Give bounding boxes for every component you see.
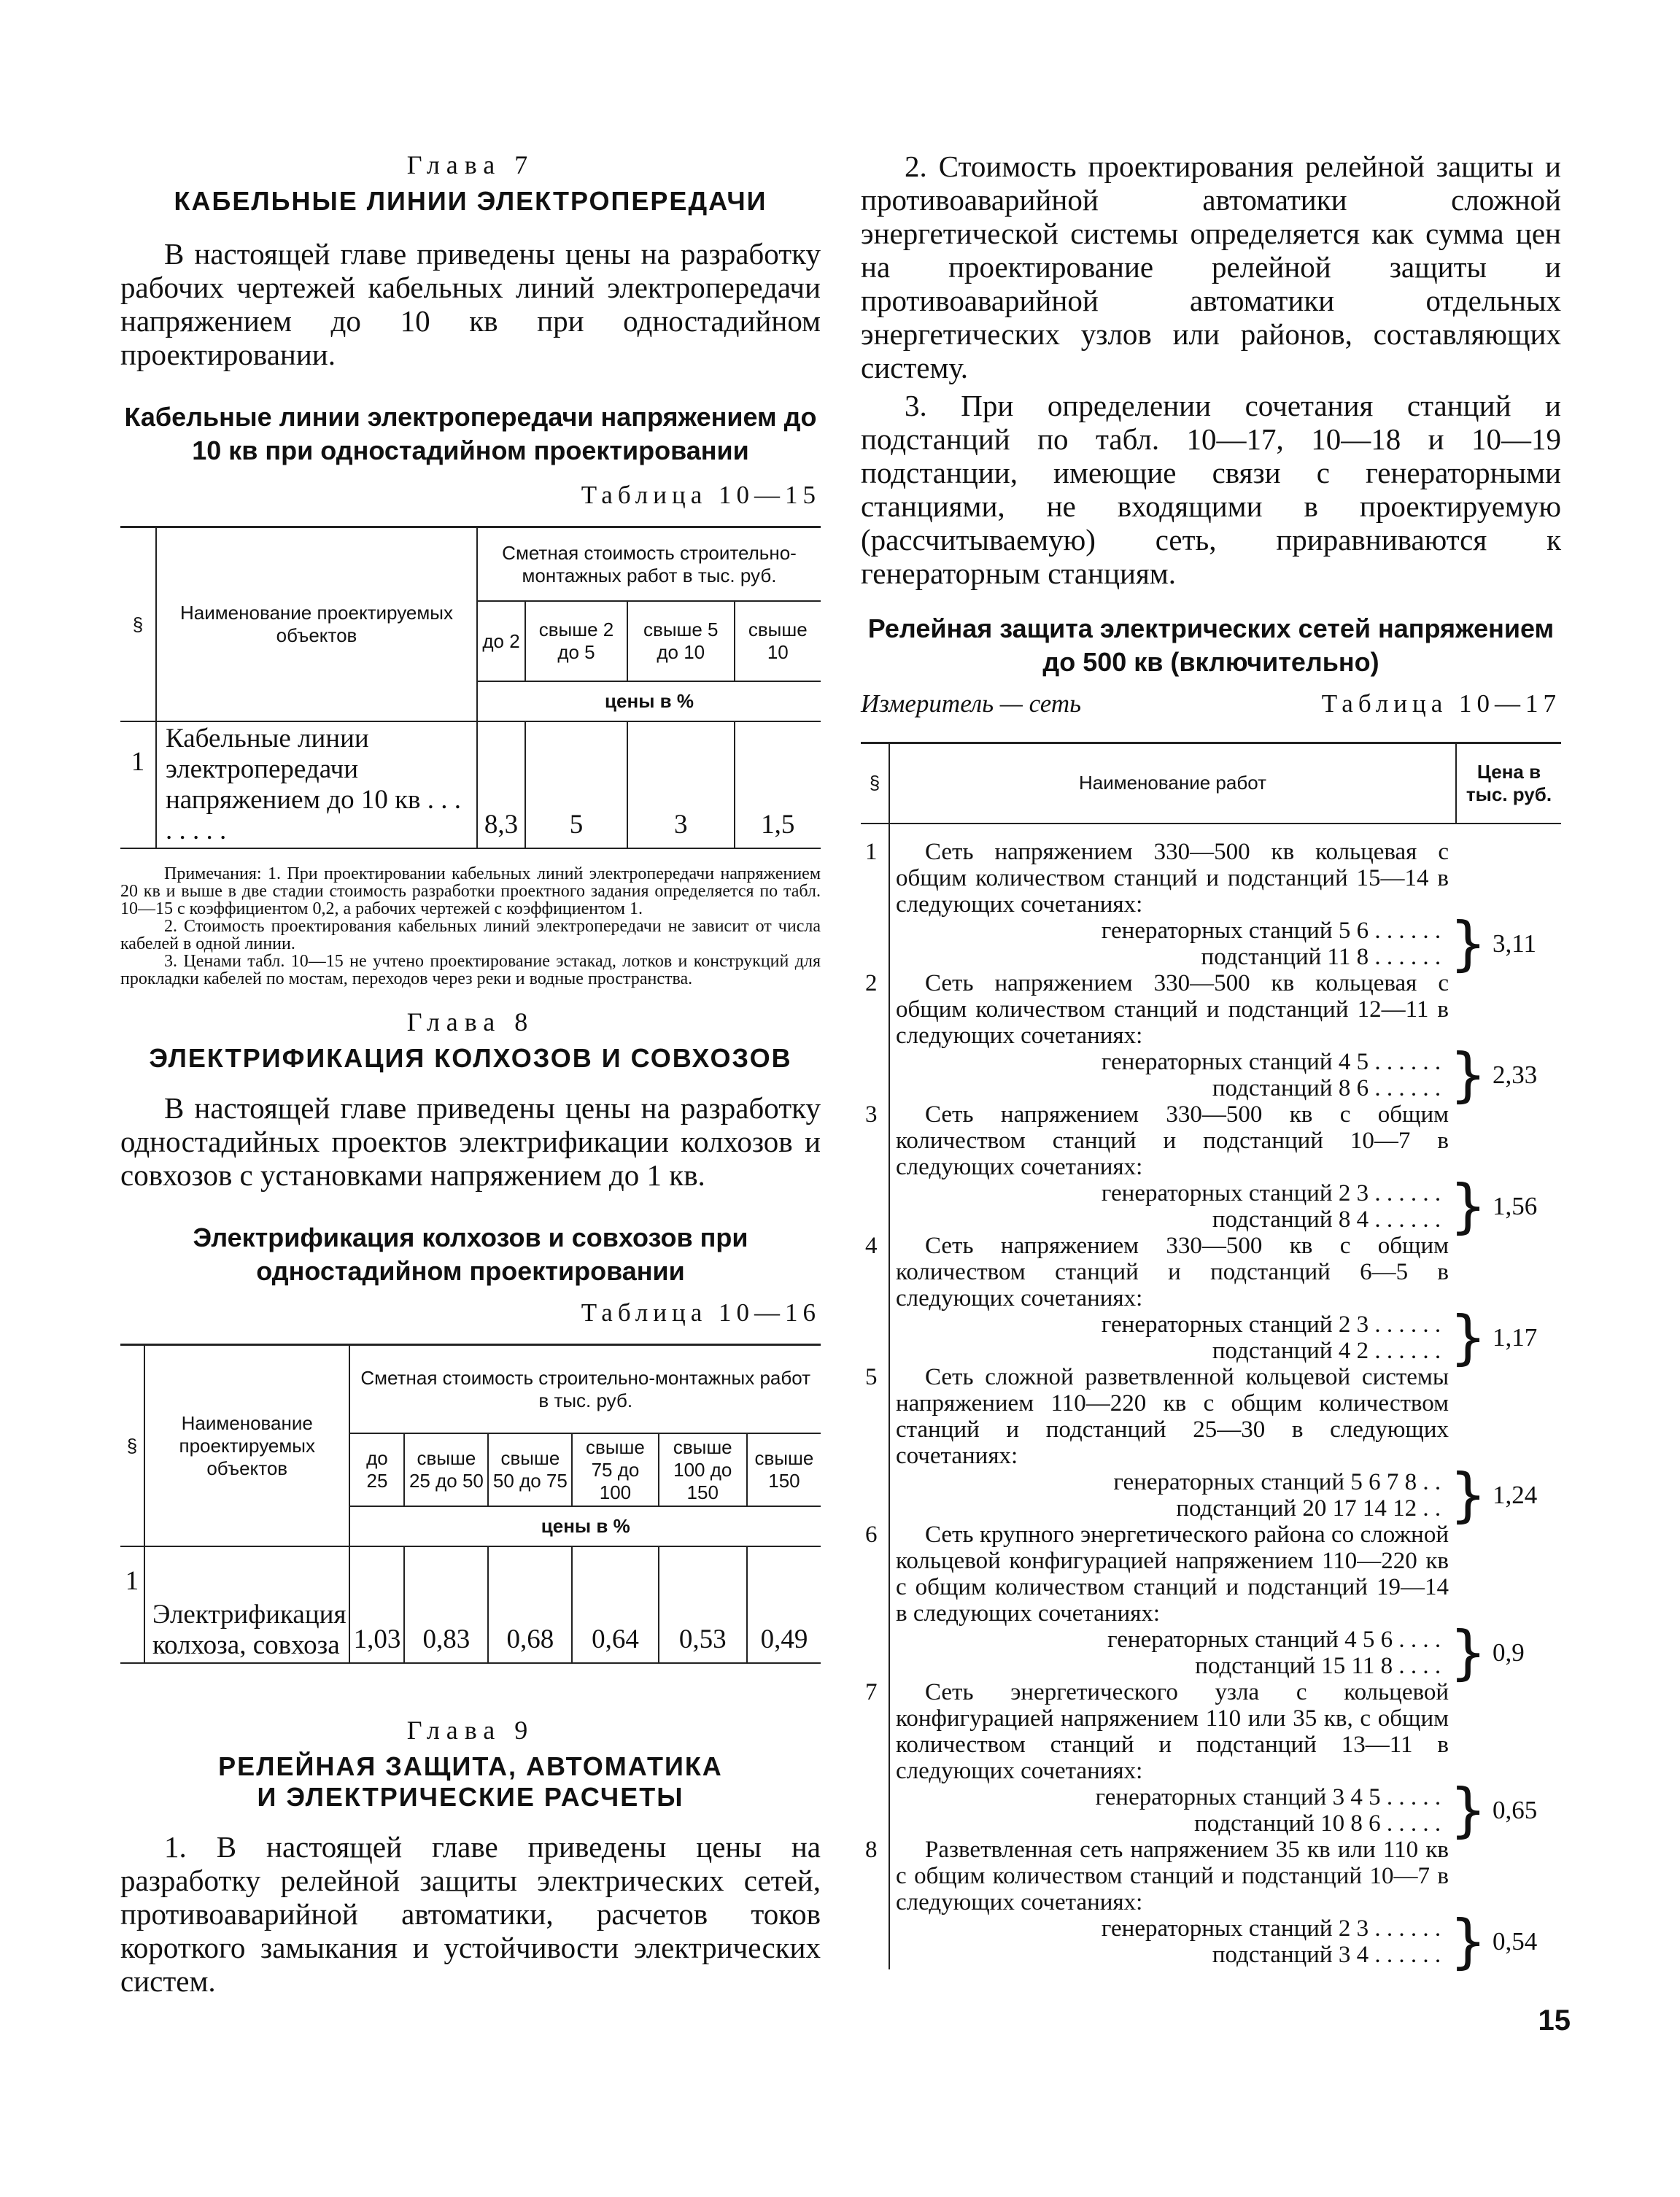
row-number: 3: [865, 1101, 878, 1128]
brace-icon: }: [1449, 1171, 1487, 1240]
chapter-9-title-line1: РЕЛЕЙНАЯ ЗАЩИТА, АВТОМАТИКА: [218, 1751, 723, 1781]
row-description: Сеть крупного энергетического района со сложной кольцевой конфигурацией напряжением 110—220 кв с общим количеством станций и подстанций 19—14 в следующих сочетаниях:: [896, 1521, 1449, 1627]
row-combination: [896, 1775, 1558, 1844]
row-gen-stations: генераторных станций 2 3 . . . . . .: [1101, 1915, 1441, 1942]
table-header-col: свыше 2 до 5: [525, 601, 627, 681]
row-price: 3,11: [1493, 929, 1536, 958]
table-header-name: Наименование проектируемых объектов: [144, 1345, 349, 1547]
row-number: 1: [120, 721, 156, 848]
table-header-col: свыше 50 до 75: [488, 1433, 572, 1506]
note-2: 2. Стоимость проектирования кабельных линий электропередачи не зависит от числа кабелей в одной линии.: [120, 917, 821, 953]
row-substations: подстанций 3 4 . . . . . .: [1212, 1941, 1441, 1968]
row-gen-stations: генераторных станций 2 3 . . . . . .: [1101, 1179, 1441, 1206]
table-10-15-title: Кабельные линии электропередачи напряжением до 10 кв при одностадийном проектировании: [124, 402, 817, 465]
table-header-price: Цена в тыс. руб.: [1456, 743, 1561, 824]
table-header-col: свыше 10: [735, 601, 821, 681]
row-gen-stations: генераторных станций 5 6 . . . . . .: [1101, 917, 1441, 944]
chapter-7-label: Глава 7: [406, 150, 535, 179]
chapter-8-label: Глава 8: [406, 1007, 535, 1036]
row-value: 3: [627, 721, 735, 848]
table-10-15-notes: [120, 865, 821, 988]
table-10-16-title: Электрификация колхозов и совхозов при одностадийном проектировании: [193, 1223, 748, 1286]
row-description: Разветвленная сеть напряжением 35 кв или 110 кв с общим количеством станций и подстанций 10—7 в следующих сочетаниях:: [896, 1836, 1449, 1915]
table-10-17-title: Релейная защита электрических сетей напряжением до 500 кв (включительно): [867, 613, 1555, 677]
row-value: 0,64: [572, 1546, 658, 1663]
row-price: 2,33: [1493, 1060, 1538, 1089]
row-combination: [896, 1303, 1558, 1371]
row-substations: подстанций 11 8 . . . . . .: [1201, 943, 1441, 970]
brace-icon: }: [1449, 1303, 1487, 1371]
row-price: 0,54: [1493, 1926, 1538, 1956]
measure-unit: Измеритель — сеть: [861, 689, 1082, 718]
table-row: [865, 838, 1558, 977]
row-price: 0,9: [1493, 1638, 1525, 1667]
table-row: [865, 1363, 1558, 1529]
note-3: 3. Ценами табл. 10—15 не учтено проектирование эстакад, лотков и конструкций для прокладки кабелей по мостам, переходов через реки и водные пространства.: [120, 952, 821, 988]
row-description: Сеть напряжением 330—500 кв кольцевая с общим количеством станций и подстанций 15—14 в следующих сочетаниях:: [896, 838, 1449, 918]
row-value: 0,49: [747, 1546, 821, 1663]
row-name: Электрификация колхоза, совхоза: [144, 1546, 349, 1663]
table-header-col: свыше 5 до 10: [627, 601, 735, 681]
table-header-prices: цены в %: [477, 681, 821, 721]
table-row: [865, 1678, 1558, 1844]
row-value: 0,53: [659, 1546, 747, 1663]
table-row: [865, 1836, 1558, 1975]
right-column: [861, 150, 1561, 1975]
table-header-name: Наименование проектируемых объектов: [156, 527, 477, 722]
row-number: 5: [865, 1363, 878, 1390]
table-10-16: [120, 1344, 821, 1664]
row-combination: [896, 1171, 1558, 1240]
table-10-17: [861, 742, 1561, 1975]
row-number: 4: [865, 1232, 878, 1259]
left-column: [120, 150, 821, 1998]
row-value: 5: [525, 721, 627, 848]
row-description: Сеть напряжением 330—500 кв с общим количеством станций и подстанций 6—5 в следующих сочетаниях:: [896, 1232, 1449, 1311]
row-name: Кабельные линии электропередачи напряжением до 10 кв . . . . . . . .: [156, 721, 477, 848]
table-header-name: Наименование работ: [889, 743, 1456, 824]
table-header-cost: Сметная стоимость строительно-монтажных работ в тыс. руб.: [477, 527, 821, 602]
table-10-15-caption: Таблица 10—15: [581, 481, 821, 509]
chapter-7-title: КАБЕЛЬНЫЕ ЛИНИИ ЭЛЕКТРОПЕРЕДАЧИ: [174, 186, 767, 216]
chapter-8-intro: В настоящей главе приведены цены на разработку одностадийных проектов электрификации колхозов и совхозов с установками напряжением до 1 кв.: [120, 1091, 821, 1192]
table-row: [865, 1232, 1558, 1371]
row-value: 1,03: [349, 1546, 404, 1663]
row-description: Сеть напряжением 330—500 кв кольцевая с общим количеством станций и подстанций 12—11 в следующих сочетаниях:: [896, 969, 1449, 1049]
row-gen-stations: генераторных станций 5 6 7 8 . .: [1113, 1468, 1441, 1495]
brace-icon: }: [1449, 1040, 1487, 1109]
row-combination: [896, 1040, 1558, 1109]
chapter-9-paragraph-3: 3. При определении сочетания станций и подстанций по табл. 10—17, 10—18 и 10—19 подстанции, имеющие связи с генераторными станциями, не входящими в проектируемую (рассчитываемую) сеть, приравниваются к генераторным станциям.: [861, 389, 1561, 590]
table-header-col: свыше 150: [747, 1433, 821, 1506]
chapter-7-intro: В настоящей главе приведены цены на разработку рабочих чертежей кабельных линий электропередачи напряжением до 10 кв при одностадийном проектировании.: [120, 237, 821, 371]
row-number: 2: [865, 969, 878, 996]
table-header-prices: цены в %: [349, 1506, 821, 1546]
row-value: 0,83: [404, 1546, 488, 1663]
row-price: 1,17: [1493, 1322, 1538, 1352]
chapter-9-paragraph-2: 2. Стоимость проектирования релейной защиты и противоаварийной автоматики сложной энергетической системы определяется как сумма цен на проектирование релейной защиты и противоаварийной автоматики отдельных энергетических узлов или районов, составляющих систему.: [861, 150, 1561, 384]
row-description: Сеть энергетического узла с кольцевой конфигурацией напряжением 110 или 35 кв, с общим количеством станций и подстанций 13—11 в следующих сочетаниях:: [896, 1678, 1449, 1784]
table-header-cost: Сметная стоимость строительно-монтажных работ в тыс. руб.: [349, 1345, 821, 1434]
table-10-17-body: [865, 824, 1561, 1975]
row-substations: подстанций 8 4 . . . . . .: [1212, 1206, 1441, 1233]
row-number: 7: [865, 1678, 878, 1705]
page-number: 15: [1538, 2004, 1571, 2037]
table-row: [120, 721, 821, 848]
table-header-section: §: [120, 1345, 144, 1547]
row-combination: [896, 1618, 1558, 1686]
row-combination: [896, 1460, 1558, 1529]
row-combination: [896, 909, 1558, 977]
row-substations: подстанций 15 11 8 . . . .: [1195, 1652, 1441, 1679]
chapter-8-title: ЭЛЕКТРИФИКАЦИЯ КОЛХОЗОВ И СОВХОЗОВ: [149, 1043, 792, 1073]
row-description: Сеть напряжением 330—500 кв с общим количеством станций и подстанций 10—7 в следующих сочетаниях:: [896, 1101, 1449, 1180]
table-header-col: свыше 100 до 150: [659, 1433, 747, 1506]
table-header-section: §: [120, 527, 156, 722]
table-header-col: до 2: [477, 601, 525, 681]
note-1: Примечания: 1. При проектировании кабельных линий электропередачи напряжением 20 кв и выше в две стадии стоимость разработки проектного задания определяется по табл. 10—15 с коэффициентом 0,2, а рабочих чертежей с коэффициентом 1.: [120, 864, 821, 918]
row-number: 8: [865, 1836, 878, 1863]
table-row: [865, 1521, 1558, 1686]
brace-icon: }: [1449, 1775, 1487, 1844]
relay-rows: [865, 838, 1558, 1975]
row-gen-stations: генераторных станций 4 5 . . . . . .: [1101, 1048, 1441, 1075]
brace-icon: }: [1449, 1618, 1487, 1686]
table-header-col: до 25: [349, 1433, 404, 1506]
row-number: 1: [120, 1546, 144, 1663]
row-gen-stations: генераторных станций 4 5 6 . . . .: [1107, 1626, 1441, 1653]
row-combination: [896, 1907, 1558, 1975]
row-substations: подстанций 20 17 14 12 . .: [1176, 1495, 1441, 1522]
row-number: 1: [865, 838, 878, 865]
table-row: [865, 1101, 1558, 1240]
table-row: [120, 1546, 821, 1663]
row-substations: подстанций 4 2 . . . . . .: [1212, 1337, 1441, 1364]
row-substations: подстанций 10 8 6 . . . . .: [1194, 1810, 1441, 1837]
table-10-15: [120, 526, 821, 849]
table-header-section: §: [861, 743, 889, 824]
chapter-9-label: Глава 9: [406, 1716, 535, 1745]
chapter-9-paragraph-1: 1. В настоящей главе приведены цены на разработку релейной защиты электрических сетей, противоаварийной автоматики, расчетов токов короткого замыкания и устойчивости электрических систем.: [120, 1830, 821, 1998]
table-header-col: свыше 75 до 100: [572, 1433, 658, 1506]
row-substations: подстанций 8 6 . . . . . .: [1212, 1074, 1441, 1101]
table-10-17-caption: Таблица 10—17: [1321, 689, 1561, 718]
row-price: 1,56: [1493, 1191, 1538, 1220]
table-10-16-caption: Таблица 10—16: [581, 1298, 821, 1327]
table-10-17-measure-row: [861, 689, 1561, 718]
row-value: 1,5: [735, 721, 821, 848]
chapter-9-title-line2: И ЭЛЕКТРИЧЕСКИЕ РАСЧЕТЫ: [257, 1782, 684, 1812]
brace-icon: }: [1449, 1460, 1487, 1529]
table-header-col: свыше 25 до 50: [404, 1433, 488, 1506]
row-price: 0,65: [1493, 1795, 1538, 1824]
row-gen-stations: генераторных станций 3 4 5 . . . . .: [1095, 1783, 1441, 1810]
table-row: [865, 969, 1558, 1109]
row-gen-stations: генераторных станций 2 3 . . . . . .: [1101, 1311, 1441, 1338]
row-number: 6: [865, 1521, 878, 1548]
row-value: 0,68: [488, 1546, 572, 1663]
row-value: 8,3: [477, 721, 525, 848]
brace-icon: }: [1449, 1907, 1487, 1975]
row-description: Сеть сложной разветвленной кольцевой системы напряжением 110—220 кв с общим количеством станций и подстанций 25—30 в следующих сочетаниях:: [896, 1363, 1449, 1469]
row-price: 1,24: [1493, 1480, 1538, 1509]
brace-icon: }: [1449, 909, 1487, 977]
